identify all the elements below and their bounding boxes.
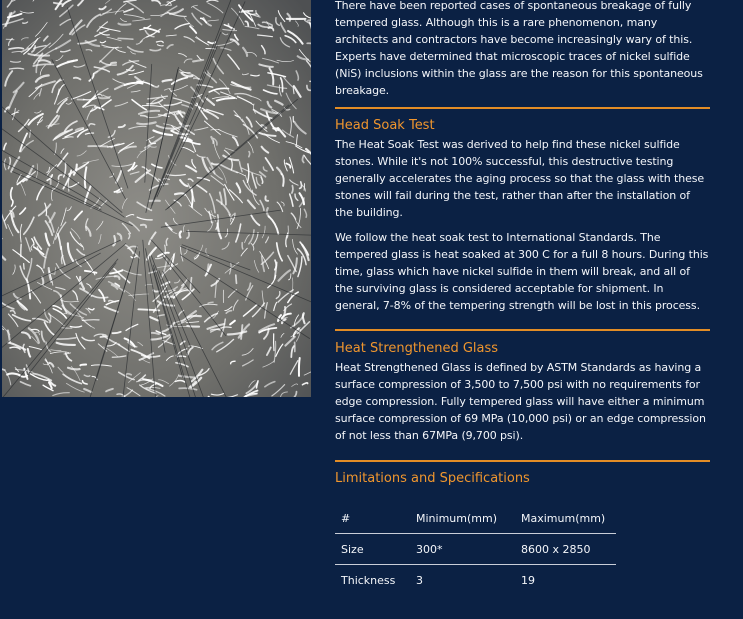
heat-strengthened-heading: Heat Strengthened Glass: [335, 341, 499, 356]
table-cell: 19: [521, 573, 535, 587]
table-cell: 300*: [410, 534, 515, 565]
main-content: [335, 0, 710, 595]
shattered-glass-graphic: [2, 0, 311, 397]
table-header-cell: #: [335, 503, 410, 534]
table-row: [335, 534, 616, 565]
table-header-cell: Minimum(mm): [410, 503, 515, 534]
section-divider: [335, 460, 710, 462]
specifications-table: [335, 503, 616, 595]
table-cell: Thickness: [341, 573, 396, 587]
section-divider: [335, 107, 710, 109]
table-cell: Size: [335, 534, 410, 565]
limitations-heading: Limitations and Specifications: [335, 471, 530, 486]
intro-paragraph: There have been reported cases of spontaneous breakage of fully tempered glass. Although this is a rare phenomenon, many architects and contractors have become increasingly wary of this. Experts have determined that microscopic traces of nickel sulfide (NiS) inclusions within the glass are the reason for this spontaneous breakage.: [335, 0, 703, 97]
table-row: [335, 565, 616, 596]
heat-strengthened-paragraph: Heat Strengthened Glass is defined by ASTM Standards as having a surface compression of 3,500 to 7,500 psi with no requirements for edge compression. Fully tempered glass will have either a minimum surface compression of 69 MPa (10,000 psi) or an edge compression of not less than 67MPa (9,700 psi).: [335, 361, 706, 442]
table-header-cell: Maximum(mm): [515, 503, 616, 534]
table-cell: 3: [416, 573, 423, 587]
heat-soak-heading: Head Soak Test: [335, 118, 435, 133]
heat-soak-paragraph-2: We follow the heat soak test to International Standards. The tempered glass is heat soaked at 300 C for a full 8 hours. During this time, glass which have nickel sulfide in them will break, and all of the surviving glass is considered acceptable for shipment. In general, 7-8% of the tempering strength will be lost in this process.: [335, 231, 709, 312]
table-cell: 8600 x 2850: [515, 534, 616, 565]
section-divider: [335, 329, 710, 331]
heat-soak-paragraph-1: The Heat Soak Test was derived to help find these nickel sulfide stones. While it's not 100% successful, this destructive testing generally accelerates the aging process so that the glass with these stones will fail during the test, rather than after the installation of the building.: [335, 138, 705, 219]
table-header-row: [335, 503, 616, 534]
shattered-glass-image: [2, 0, 311, 397]
